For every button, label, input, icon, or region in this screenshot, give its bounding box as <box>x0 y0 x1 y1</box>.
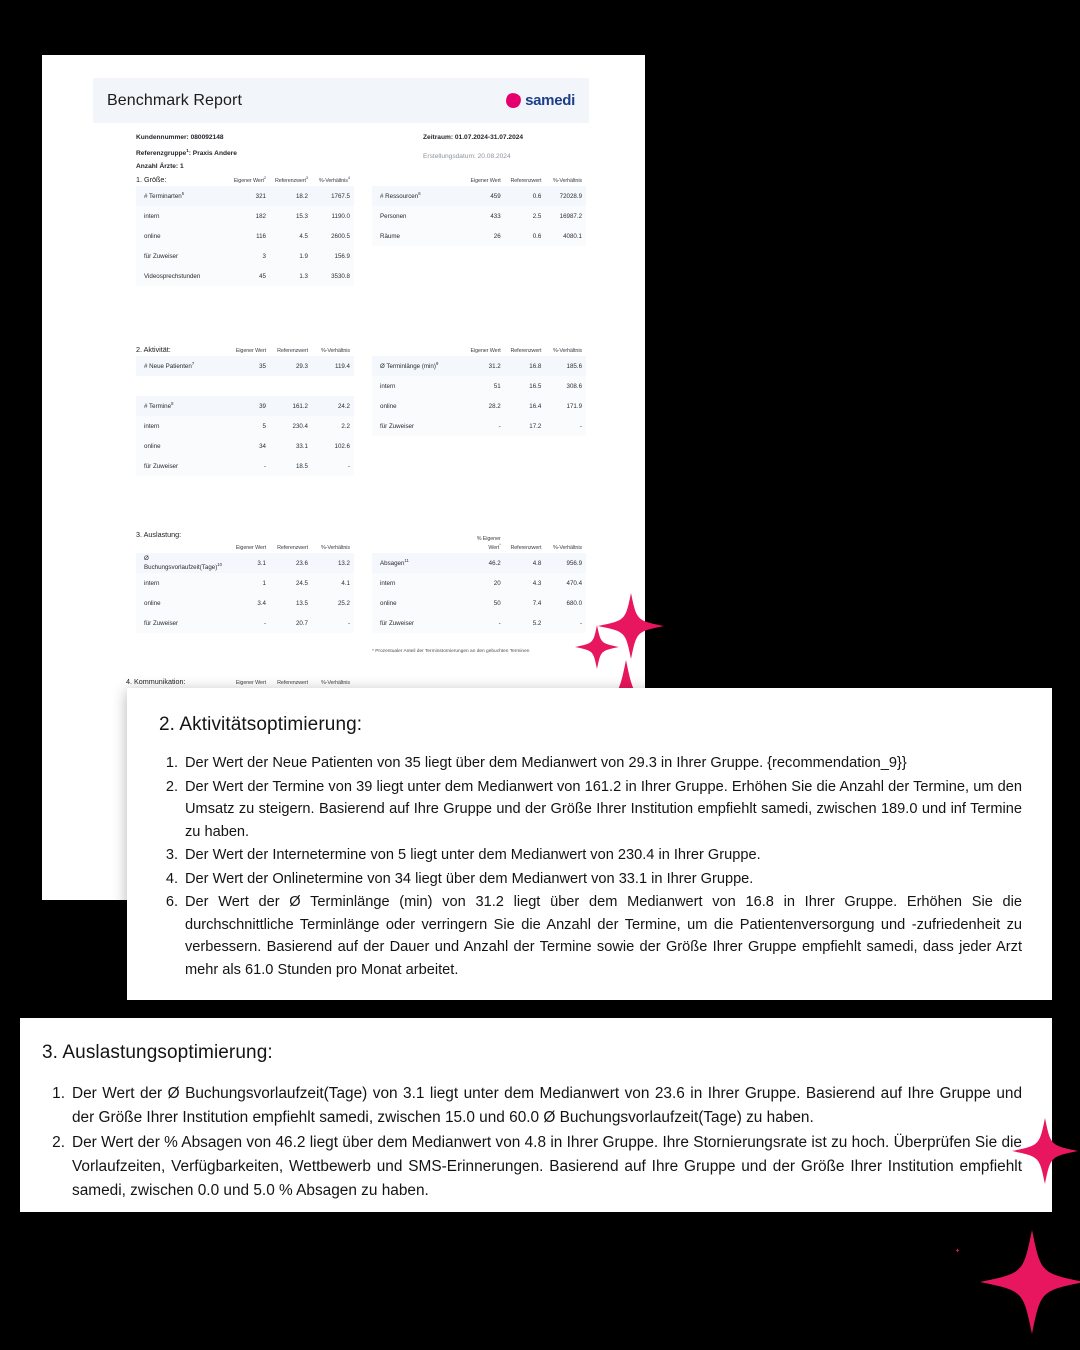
cell-ratio-value: - <box>579 619 583 627</box>
cell-own-value: - <box>498 619 501 627</box>
cell-own-value: 321 <box>255 192 266 200</box>
row-label: intern <box>144 212 160 220</box>
cell-ratio-value: 24.2 <box>337 402 350 410</box>
table-row <box>372 376 586 396</box>
table-row <box>136 416 354 436</box>
row-label: online <box>144 442 161 450</box>
cell-own-value: 459 <box>490 192 501 200</box>
col-header-reference: Referenzwert <box>510 545 542 551</box>
col-header-reference: Referenzwert <box>277 680 308 686</box>
cell-own-value: 26 <box>493 232 501 240</box>
table-row <box>372 613 586 633</box>
cell-reference-value: 0.6 <box>532 192 542 200</box>
activity-card-heading: 2. Aktivitätsoptimierung: <box>159 714 363 735</box>
customer-number: Kundennummer: 080092148 <box>136 134 224 141</box>
cell-reference-value: 29.3 <box>295 362 308 370</box>
row-label: Ø Terminlänge $(\min)^9$ <box>380 361 439 371</box>
table-row <box>372 396 586 416</box>
cell-ratio-value: 3530.8 <box>331 272 350 280</box>
col-header-reference: Referenzwert$^3$ <box>275 175 308 184</box>
report-created-date: Erstellungsdatum: 20.08.2024 <box>423 153 511 160</box>
table-header-row <box>136 675 354 688</box>
table-row <box>136 356 354 376</box>
reference-group-footnote-marker: 1 <box>186 148 189 153</box>
report-meta-left <box>136 131 237 173</box>
cell-ratio-value: - <box>347 462 350 470</box>
cell-own-value: 1 <box>262 579 266 587</box>
cell-reference-value: 1.9 <box>299 252 308 260</box>
list-item-text: Der Wert der Termine von 39 liegt unter dem Medianwert von 161.2 in Ihrer Gruppe. Erhöhen Sie die Anzahl der Termine, um den Umsatz zu steigern. Basierend auf Ihre Gruppe und der Größe Ihrer Institution empfiehlt samedi, zwischen 189.0 und inf Termine zu haben. <box>185 778 1022 840</box>
cell-ratio-value: 1190.0 <box>331 212 350 220</box>
row-label: online <box>380 402 397 410</box>
cell-reference-value: 18.2 <box>295 192 308 200</box>
cell-ratio-value: 680.0 <box>566 599 583 607</box>
list-item-text: Der Wert der Ø Buchungsvorlaufzeit(Tage) von 3.1 liegt unter dem Medianwert von 23.6 in Ihrer Gruppe. Basierend auf Ihre Gruppe und der Größe Ihrer Institution empfiehlt samedi, zwischen 15.0 und 60.0 Ø Buchungsvorlaufzeit(Tage) zu haben. <box>72 1085 1022 1126</box>
table-row <box>136 553 354 573</box>
cell-own-value: 5 <box>262 422 266 430</box>
cell-reference-value: 4.8 <box>532 559 542 567</box>
cell-own-value: - <box>498 422 501 430</box>
cell-ratio-value: 72028.9 <box>559 192 583 200</box>
list-item <box>159 868 1022 891</box>
cell-ratio-value: 956.9 <box>566 559 583 567</box>
cell-own-value: 28.2 <box>488 402 501 410</box>
cell-reference-value: 16.5 <box>529 382 542 390</box>
row-label: # Neue Patienten$^7$ <box>144 361 195 371</box>
cell-ratio-value: 16987.2 <box>559 212 583 220</box>
table-header-row <box>372 173 586 186</box>
table-row <box>136 246 354 266</box>
col-header-ratio: %-Verhältnis <box>320 680 350 686</box>
list-item-number: 1. <box>165 755 178 771</box>
cell-ratio-value: 102.6 <box>334 442 350 450</box>
row-label: intern <box>380 382 396 390</box>
table-row <box>372 573 586 593</box>
cell-reference-value: 20.7 <box>295 619 308 627</box>
col-header-own: Eigener Wert <box>470 348 501 354</box>
cell-own-value: 20 <box>493 579 501 587</box>
col-header-reference: Referenzwert <box>510 178 542 184</box>
activity-recommendation-list <box>159 752 1022 981</box>
cell-reference-value: 230.4 <box>292 422 308 430</box>
list-item-text: Der Wert der Internetermine von 5 liegt unter dem Medianwert von 230.4 in Ihrer Gruppe. <box>185 847 761 863</box>
cell-reference-value: 4.5 <box>299 232 308 240</box>
table-body <box>136 553 354 633</box>
list-item <box>159 776 1022 844</box>
col-header-reference: Referenzwert <box>277 545 308 551</box>
cell-ratio-value: 25.2 <box>337 599 350 607</box>
table-row <box>372 553 586 573</box>
cell-ratio-value: 2.2 <box>341 422 350 430</box>
list-item-number: 6. <box>165 894 178 910</box>
cell-ratio-value: 185.6 <box>566 362 583 370</box>
row-label: Personen <box>380 212 407 220</box>
list-item <box>159 891 1022 981</box>
list-item-text: Der Wert der Onlinetermine von 34 liegt über dem Medianwert von 33.1 in Ihrer Gruppe. <box>185 870 754 887</box>
sparkle-bottom-right <box>980 1230 1080 1334</box>
cell-own-value: 3 <box>262 252 266 260</box>
cell-own-value: 45 <box>259 272 266 280</box>
page-title: Benchmark Report <box>107 91 242 109</box>
table-header-row <box>136 540 354 553</box>
cell-own-value: 3.1 <box>257 559 266 567</box>
col-header-reference: Referenzwert <box>510 348 542 354</box>
table-row <box>136 396 354 416</box>
table-row-spacer <box>136 376 354 396</box>
table-body <box>372 186 586 246</box>
col-header-own: Eigener Wert <box>235 545 266 551</box>
cell-reference-value: 161.2 <box>292 402 308 410</box>
table-row <box>136 186 354 206</box>
list-item-number: 2. <box>165 778 178 795</box>
col-header-own: Eigener Wert$^2$ <box>233 175 266 184</box>
cell-ratio-value: 13.2 <box>337 559 350 567</box>
row-label: Videosprechstunden <box>144 272 201 280</box>
cell-reference-value: 15.3 <box>295 212 308 220</box>
cell-reference-value: 24.5 <box>295 579 308 587</box>
cell-ratio-value: 2600.5 <box>331 232 350 240</box>
table-row <box>372 356 586 376</box>
cell-own-value: 34 <box>259 442 266 450</box>
table-body <box>372 553 586 633</box>
cell-reference-value: 23.6 <box>295 559 308 567</box>
brand-name: samedi <box>525 92 575 109</box>
row-label: für Zuweiser <box>144 462 179 470</box>
cell-own-value: 39 <box>259 402 266 410</box>
table-auslastung-right <box>372 536 586 633</box>
col-header-reference: Referenzwert <box>277 348 308 354</box>
cell-ratio-value: 1767.5 <box>331 192 350 200</box>
col-header-ratio: %-Verhältnis$^4$ <box>318 175 350 184</box>
table-header-row <box>136 173 354 186</box>
cell-reference-value: 33.1 <box>295 442 308 450</box>
table-groesse-right <box>372 173 586 246</box>
table-body <box>372 356 586 436</box>
samedi-blob-icon <box>505 92 522 109</box>
col-header-ratio: %-Verhältnis <box>552 178 583 184</box>
cell-own-value: 3.4 <box>257 599 266 607</box>
report-header-bar <box>93 78 589 123</box>
cell-own-value: 46.2 <box>488 559 501 567</box>
report-period: Zeitraum: 01.07.2024-31.07.2024 <box>423 134 524 141</box>
row-label: online <box>380 599 397 607</box>
cell-ratio-value: 470.4 <box>566 579 583 587</box>
row-label: # Terminarten$^5$ <box>144 191 185 201</box>
reference-group-value: : Praxis Andere <box>188 150 237 158</box>
list-item <box>159 752 1022 775</box>
doctor-count: Anzahl Ärzte: 1 <box>136 163 184 171</box>
cell-reference-value: 16.8 <box>529 362 542 370</box>
row-label: Absagen$^{11}$ <box>380 558 409 568</box>
cell-own-value: 182 <box>255 212 266 220</box>
list-item <box>42 1082 1022 1130</box>
table-row <box>372 226 586 246</box>
list-item-text: Der Wert der % Absagen von 46.2 liegt über dem Medianwert von 4.8 in Ihrer Gruppe. Ihre Stornierungsrate ist zu hoch. Überprüfen Sie die Vorlaufzeiten, Verfügbarkeiten, Wettbewerb und SMS-Erinnerungen. Basierend auf Ihre Gruppe und der Größe Ihrer Institution empfiehlt samedi, zwischen 0.0 und 5.0 % Absagen zu haben. <box>72 1134 1022 1199</box>
table-row <box>136 593 354 613</box>
table-body <box>136 186 354 286</box>
cell-own-value: 433 <box>490 212 501 220</box>
row-label: für Zuweiser <box>144 619 179 627</box>
cell-own-value: 35 <box>259 362 266 370</box>
row-label: für Zuweiser <box>380 422 415 430</box>
section-label-kommunikation: 4. Kommunikation: <box>126 677 186 686</box>
row-label: für Zuweiser <box>144 252 179 260</box>
cell-ratio-value: - <box>579 422 583 430</box>
cell-ratio-value: 119.4 <box>334 362 350 370</box>
row-label: für Zuweiser <box>380 619 415 627</box>
row-label: intern <box>380 579 396 587</box>
table-row <box>136 613 354 633</box>
row-label: intern <box>144 579 160 587</box>
list-item-number: 3. <box>165 847 178 863</box>
section-label-aktivitaet: 2. Aktivität: <box>136 345 171 354</box>
cell-reference-value: 0.6 <box>532 232 542 240</box>
row-label: Ø Buchungsvorlaufzeit(Tage)$^{10}$ <box>144 554 222 572</box>
table-row <box>136 436 354 456</box>
sparkle-faint-dot <box>955 1248 960 1253</box>
sparkle-medium-top <box>598 593 664 659</box>
utilization-recommendation-list <box>42 1082 1022 1203</box>
table-row <box>372 416 586 436</box>
section-label-groesse: 1. Größe: <box>136 175 167 184</box>
samedi-logo <box>506 92 575 109</box>
list-item <box>159 844 1022 867</box>
cell-ratio-value: - <box>347 619 350 627</box>
col-header-ratio: %-Verhältnis <box>320 545 350 551</box>
table-header-row <box>136 343 354 356</box>
row-label: intern <box>144 422 160 430</box>
table-aktivitaet-left <box>136 343 354 476</box>
cell-ratio-value: 171.9 <box>566 402 583 410</box>
utilization-optimization-card <box>20 1018 1052 1212</box>
table-row <box>372 206 586 226</box>
table-header-row <box>372 536 586 553</box>
col-header-own: Eigener Wert <box>235 680 266 686</box>
table-row <box>136 226 354 246</box>
table-body <box>136 356 354 476</box>
row-label: online <box>144 232 161 240</box>
cell-ratio-value: 4.1 <box>341 579 350 587</box>
table-row <box>136 206 354 226</box>
sparkle-right-card <box>1012 1118 1078 1184</box>
cell-own-value: 50 <box>493 599 501 607</box>
col-header-own: Eigener Wert <box>470 178 501 184</box>
cell-reference-value: 13.5 <box>295 599 308 607</box>
list-item-number: 1. <box>52 1085 65 1102</box>
row-label: Räume <box>380 232 400 240</box>
cell-own-value: 116 <box>256 232 266 240</box>
cell-own-value: - <box>263 462 266 470</box>
cell-reference-value: 5.2 <box>532 619 542 627</box>
section-label-auslastung: 3. Auslastung: <box>136 530 182 539</box>
list-item <box>42 1131 1022 1203</box>
list-item-number: 4. <box>165 870 178 887</box>
cell-reference-value: 18.5 <box>295 462 308 470</box>
col-header-ratio: %-Verhältnis <box>320 348 350 354</box>
cell-reference-value: 1.3 <box>299 272 308 280</box>
table-groesse-left <box>136 173 354 286</box>
cell-own-value: 51 <box>493 382 501 390</box>
col-header-own: Eigener Wert <box>235 348 266 354</box>
table-row <box>136 266 354 286</box>
utilization-card-heading: 3. Auslastungsoptimierung: <box>42 1042 273 1063</box>
reference-group-label: Referenzgruppe <box>136 150 187 158</box>
cell-ratio-value: 308.6 <box>566 382 583 390</box>
cell-own-value: - <box>263 619 266 627</box>
table-footnote: * Prozentualer Anteil der Terminstornierungen an den gebuchten Terminen <box>372 649 530 654</box>
table-row <box>372 593 586 613</box>
report-meta-right <box>423 131 523 163</box>
row-label: # Ressourcen$^6$ <box>380 191 421 201</box>
list-item-number: 2. <box>52 1134 65 1151</box>
col-header-ratio: %-Verhältnis <box>552 348 583 354</box>
table-header-row <box>372 343 586 356</box>
col-header-own: % Eigener Wert* <box>476 536 501 551</box>
cell-reference-value: 16.4 <box>529 402 542 410</box>
table-kommunikation-left <box>136 675 354 688</box>
table-row <box>372 186 586 206</box>
col-header-ratio: %-Verhältnis <box>552 545 583 551</box>
activity-optimization-card <box>127 688 1052 1000</box>
cell-ratio-value: 156.9 <box>334 252 350 260</box>
row-label: # Termine$^8$ <box>144 401 174 411</box>
table-aktivitaet-right <box>372 343 586 436</box>
cell-own-value: 31.2 <box>488 362 501 370</box>
cell-ratio-value: 4080.1 <box>563 232 583 240</box>
row-label: online <box>144 599 161 607</box>
cell-reference-value: 4.3 <box>532 579 542 587</box>
cell-reference-value: 17.2 <box>529 422 542 430</box>
table-row <box>136 573 354 593</box>
list-item-text: Der Wert der Ø Terminlänge (min) von 31.2 liegt über dem Medianwert von 16.8 in Ihrer Gruppe. Erhöhen Sie die durchschnittliche Terminlänge oder verringern Sie die Anzahl der Termine, um die Patientenversorgung und -zufriedenheit zu verbessern. Basierend auf der Dauer und Anzahl der Termine sowie der Größe Ihrer Gruppe empfiehlt samedi, dass jeder Arzt mehr als 61.0 Stunden pro Monat arbeitet. <box>185 894 1022 978</box>
cell-reference-value: 2.5 <box>532 212 542 220</box>
table-auslastung-left <box>136 540 354 633</box>
table-row <box>136 456 354 476</box>
cell-reference-value: 7.4 <box>532 599 542 607</box>
reference-group <box>136 144 237 160</box>
list-item-text: Der Wert der Neue Patienten von 35 liegt über dem Medianwert von 29.3 in Ihrer Gruppe. {recommendation_9}} <box>185 755 907 771</box>
